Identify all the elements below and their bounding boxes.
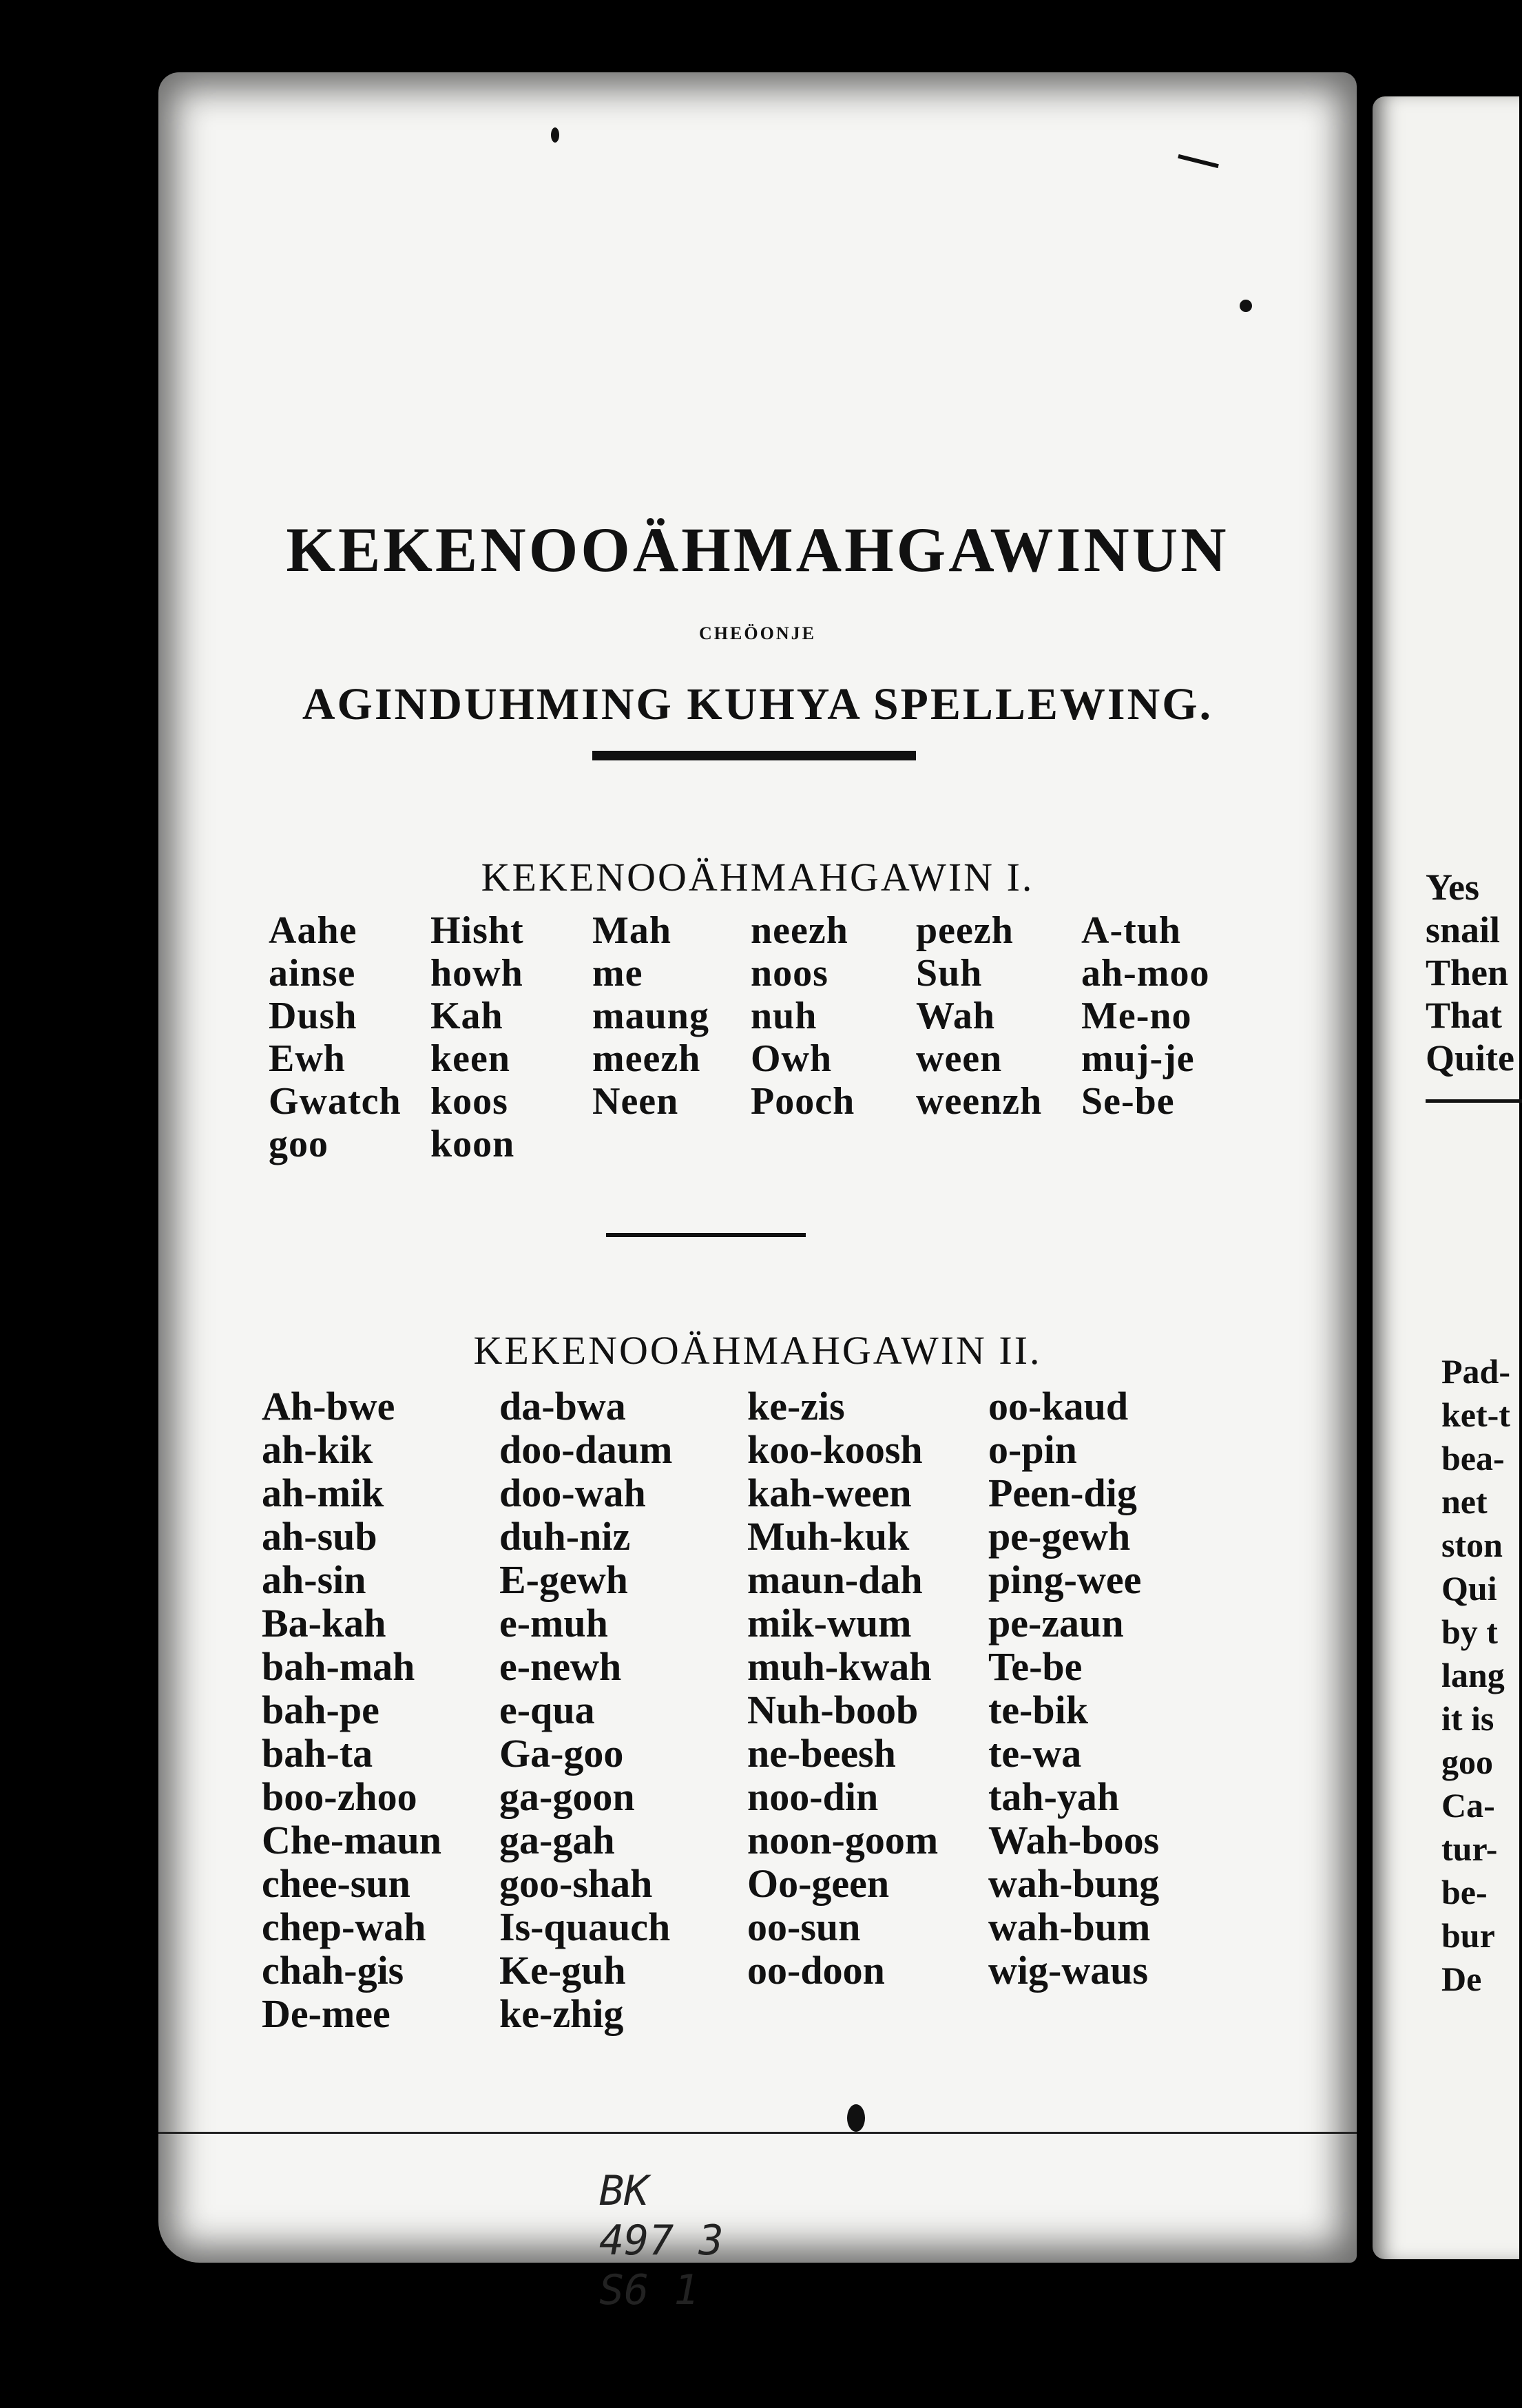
- word-entry: Che-maun: [262, 1818, 442, 1862]
- catalog-note-line: 497 3: [599, 2217, 724, 2265]
- word-entry: Hisht: [430, 909, 524, 952]
- word-entry: koon: [430, 1123, 515, 1165]
- ink-blot: [847, 2104, 865, 2132]
- word-entry: keen: [430, 1037, 510, 1080]
- word-entry: Ah-bwe: [262, 1384, 395, 1429]
- word-entry: howh: [430, 952, 523, 995]
- word-entry: bah-pe: [262, 1688, 379, 1732]
- facing-page: [1373, 96, 1519, 2259]
- facing-page-line: net: [1441, 1482, 1488, 1521]
- page-bottom-rule: [158, 2132, 1357, 2134]
- word-entry: Wah: [916, 995, 996, 1037]
- word-entry: Oo-geen: [747, 1861, 890, 1906]
- word-entry: te-wa: [988, 1731, 1082, 1776]
- lesson1-title: KEKENOOÄHMAHGAWIN I.: [481, 855, 1034, 900]
- word-entry: De-mee: [262, 1991, 390, 2036]
- word-entry: Ke-guh: [499, 1948, 626, 1993]
- word-entry: wah-bum: [988, 1904, 1151, 1949]
- word-entry: boo-zhoo: [262, 1774, 417, 1819]
- word-entry: e-qua: [499, 1688, 595, 1732]
- word-entry: nuh: [751, 995, 817, 1037]
- ink-mark: [1178, 154, 1219, 168]
- word-entry: ne-beesh: [747, 1731, 896, 1776]
- word-entry: Peen-dig: [988, 1471, 1137, 1515]
- word-entry: Me-no: [1081, 995, 1192, 1037]
- lesson2-title: KEKENOOÄHMAHGAWIN II.: [473, 1328, 1042, 1373]
- word-entry: chee-sun: [262, 1861, 410, 1906]
- lesson1-column: [592, 909, 709, 1123]
- facing-page-line: ket-t: [1441, 1395, 1510, 1434]
- lesson1-column: [1081, 909, 1209, 1123]
- word-entry: pe-zaun: [988, 1601, 1124, 1646]
- word-entry: mik-wum: [747, 1601, 912, 1646]
- word-entry: e-newh: [499, 1644, 622, 1689]
- lesson2-column: [262, 1384, 441, 2035]
- facing-page-line: De: [1441, 1960, 1482, 1998]
- book-page: [158, 72, 1357, 2314]
- word-entry: muj-je: [1081, 1037, 1195, 1080]
- word-entry: ween: [916, 1037, 1003, 1080]
- catalog-note-line: BK: [599, 2167, 649, 2215]
- word-entry: koos: [430, 1080, 508, 1123]
- page-heading: AGINDUHMING KUHYA SPELLEWING.: [302, 679, 1213, 729]
- word-entry: bah-mah: [262, 1644, 415, 1689]
- facing-page-line: by t: [1441, 1612, 1498, 1651]
- word-entry: koo-koosh: [747, 1427, 923, 1472]
- lesson1-column: [269, 909, 402, 1165]
- word-entry: bah-ta: [262, 1731, 373, 1776]
- title-rule: [592, 751, 916, 760]
- facing-page-line: snail: [1426, 909, 1501, 951]
- facing-page-bottom-lines: [1441, 1350, 1510, 2001]
- word-entry: da-bwa: [499, 1384, 626, 1429]
- facing-page-line: it is: [1441, 1699, 1494, 1738]
- word-entry: Ewh: [269, 1037, 346, 1080]
- facing-page-line: bea-: [1441, 1439, 1505, 1477]
- word-entry: Ba-kah: [262, 1601, 386, 1646]
- word-entry: peezh: [916, 909, 1014, 952]
- word-entry: Se-be: [1081, 1080, 1175, 1123]
- page-title: KEKENOOÄHMAHGAWINUN: [286, 515, 1229, 585]
- word-entry: o-pin: [988, 1427, 1077, 1472]
- word-entry: noos: [751, 952, 828, 995]
- word-entry: goo: [269, 1123, 329, 1165]
- facing-page-line: Qui: [1441, 1569, 1497, 1608]
- facing-page-line: tur-: [1441, 1829, 1498, 1868]
- word-entry: pe-gewh: [988, 1514, 1131, 1559]
- word-entry: ga-gah: [499, 1818, 615, 1862]
- word-entry: Nuh-boob: [747, 1688, 919, 1732]
- word-entry: meezh: [592, 1037, 701, 1080]
- catalog-note-line: S6 1: [599, 2266, 699, 2314]
- word-entry: ke-zhig: [499, 1991, 624, 2036]
- facing-page-rule: [1426, 1099, 1522, 1103]
- word-entry: E-gewh: [499, 1557, 628, 1602]
- word-entry: chah-gis: [262, 1948, 404, 1993]
- lesson2-column: [747, 1384, 938, 1992]
- facing-page-line: That: [1426, 995, 1503, 1036]
- word-entry: ah-sin: [262, 1557, 366, 1602]
- facing-page-line: Yes: [1426, 866, 1479, 908]
- word-entry: maung: [592, 995, 709, 1037]
- word-entry: tah-yah: [988, 1774, 1120, 1819]
- ink-speck: [551, 127, 559, 143]
- lesson1-column: [916, 909, 1042, 1123]
- word-entry: ping-wee: [988, 1557, 1142, 1602]
- word-entry: Dush: [269, 995, 357, 1037]
- word-entry: ainse: [269, 952, 356, 995]
- facing-page-line: Then: [1426, 952, 1509, 993]
- ink-speck: [1240, 300, 1252, 312]
- word-entry: Owh: [751, 1037, 833, 1080]
- facing-page-line: Quite: [1426, 1037, 1514, 1079]
- word-entry: doo-wah: [499, 1471, 646, 1515]
- facing-page-line: be-: [1441, 1873, 1488, 1911]
- word-entry: ga-goon: [499, 1774, 635, 1819]
- word-entry: doo-daum: [499, 1427, 673, 1472]
- word-entry: ah-mik: [262, 1471, 384, 1515]
- catalog-note: [599, 2166, 724, 2315]
- word-entry: me: [592, 952, 643, 995]
- word-entry: duh-niz: [499, 1514, 631, 1559]
- word-entry: wah-bung: [988, 1861, 1160, 1906]
- word-entry: Aahe: [269, 909, 357, 952]
- page-subtitle: CHEÖONJE: [699, 623, 816, 643]
- word-entry: kah-ween: [747, 1471, 912, 1515]
- word-entry: Kah: [430, 995, 503, 1037]
- word-entry: weenzh: [916, 1080, 1043, 1123]
- word-entry: e-muh: [499, 1601, 608, 1646]
- word-entry: Te-be: [988, 1644, 1083, 1689]
- lesson2-column: [988, 1384, 1159, 1992]
- word-entry: oo-doon: [747, 1948, 885, 1993]
- word-entry: Suh: [916, 952, 983, 995]
- word-entry: ah-sub: [262, 1514, 377, 1559]
- facing-page-line: lang: [1441, 1656, 1505, 1694]
- facing-page-line: bur: [1441, 1916, 1495, 1955]
- word-entry: goo-shah: [499, 1861, 653, 1906]
- facing-page-line: goo: [1441, 1743, 1493, 1781]
- word-entry: maun-dah: [747, 1557, 923, 1602]
- word-entry: Pooch: [751, 1080, 855, 1123]
- lesson1-column: [430, 909, 524, 1165]
- word-entry: muh-kwah: [747, 1644, 932, 1689]
- word-entry: oo-kaud: [988, 1384, 1129, 1429]
- word-entry: Gwatch: [269, 1080, 402, 1123]
- word-entry: ah-moo: [1081, 952, 1210, 995]
- word-entry: ah-kik: [262, 1427, 373, 1472]
- facing-page-line: Pad-: [1441, 1352, 1510, 1391]
- facing-page-top-lines: [1426, 866, 1514, 1079]
- word-entry: neezh: [751, 909, 848, 952]
- word-entry: wig-waus: [988, 1948, 1149, 1993]
- facing-page-line: Ca-: [1441, 1786, 1495, 1825]
- lesson2-column: [499, 1384, 672, 2035]
- word-entry: Ga-goo: [499, 1731, 624, 1776]
- word-entry: Is-quauch: [499, 1904, 671, 1949]
- word-entry: Wah-boos: [988, 1818, 1160, 1862]
- lesson1-column: [751, 909, 855, 1123]
- word-entry: ke-zis: [747, 1384, 845, 1429]
- word-entry: noo-din: [747, 1774, 879, 1819]
- word-entry: Mah: [592, 909, 671, 952]
- word-entry: oo-sun: [747, 1904, 861, 1949]
- word-entry: chep-wah: [262, 1904, 426, 1949]
- section-rule: [606, 1233, 806, 1237]
- word-entry: Muh-kuk: [747, 1514, 910, 1559]
- facing-page-line: ston: [1441, 1526, 1503, 1564]
- word-entry: te-bik: [988, 1688, 1088, 1732]
- word-entry: A-tuh: [1081, 909, 1182, 952]
- word-entry: Neen: [592, 1080, 679, 1123]
- word-entry: noon-goom: [747, 1818, 939, 1862]
